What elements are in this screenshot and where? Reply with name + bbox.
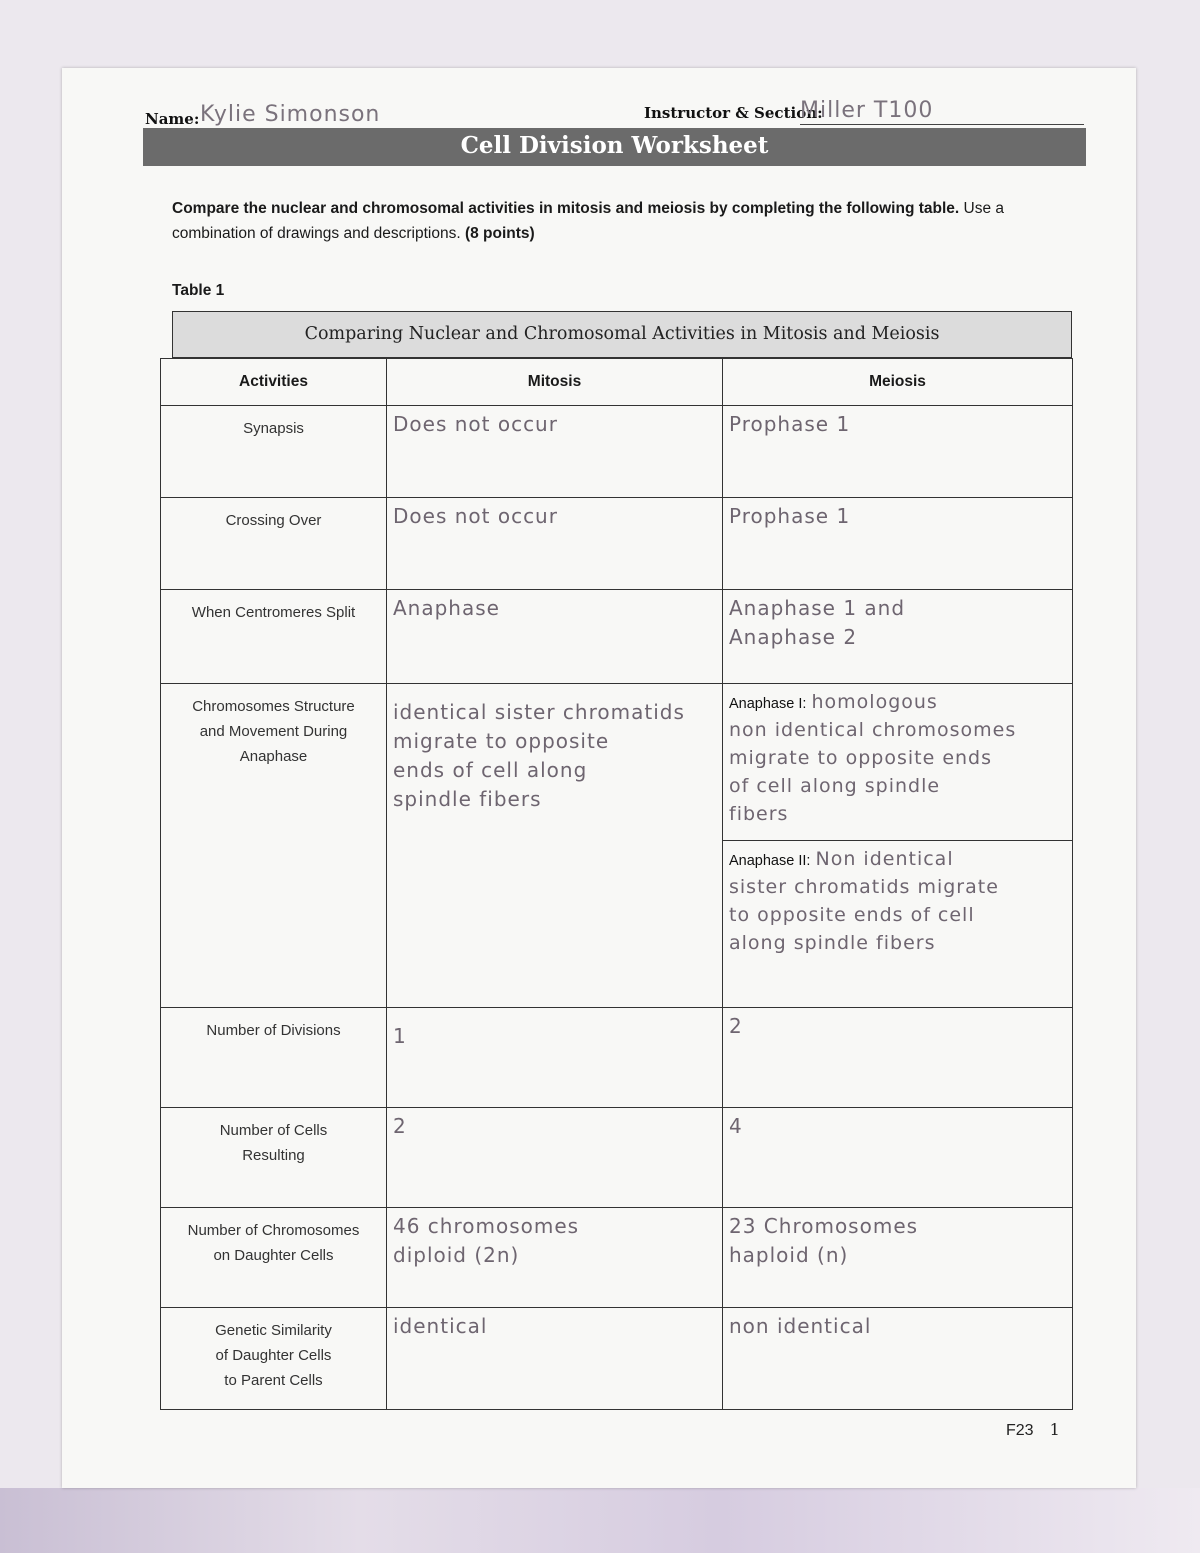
meiosis-cell[interactable] <box>723 1008 1073 1108</box>
anaphase-2-answer: Non identical sister chromatids migrate to opposite ends of cell along spindle fibers <box>729 848 999 954</box>
meiosis-cell[interactable] <box>723 590 1073 684</box>
table-row <box>161 1308 1073 1410</box>
page-number: 1 <box>1049 1420 1060 1439</box>
table-row <box>161 590 1073 684</box>
mitosis-cell[interactable] <box>387 1308 723 1410</box>
page-footer <box>1006 1420 1060 1440</box>
mitosis-cell[interactable] <box>387 1008 723 1108</box>
table-row <box>161 1008 1073 1108</box>
mitosis-answer: 1 <box>393 1024 407 1048</box>
mitosis-cell[interactable] <box>387 684 723 1008</box>
header-activities: Activities <box>161 359 387 406</box>
comparison-table <box>160 358 1073 1410</box>
anaphase-2-subcell[interactable] <box>723 840 1072 961</box>
activity-cell: When Centromeres Split <box>161 590 387 684</box>
activity-cell: Genetic Similarity of Daughter Cells to Parent Cells <box>161 1308 387 1410</box>
meiosis-cell[interactable] <box>723 1308 1073 1410</box>
mitosis-answer: identical sister chromatids migrate to opposite ends of cell along spindle fibers <box>393 700 685 811</box>
meiosis-cell[interactable] <box>723 1208 1073 1308</box>
mitosis-cell[interactable] <box>387 1108 723 1208</box>
table-header-row <box>161 359 1073 406</box>
mitosis-cell[interactable] <box>387 498 723 590</box>
header-meiosis: Meiosis <box>723 359 1073 406</box>
meiosis-answer: 2 <box>729 1014 743 1038</box>
mitosis-answer: identical <box>393 1314 488 1338</box>
mitosis-cell[interactable] <box>387 406 723 498</box>
mitosis-answer: Does not occur <box>393 504 558 528</box>
instructions <box>172 196 1032 246</box>
instructions-bold: Compare the nuclear and chromosomal activities in mitosis and meiosis by completing the following table. <box>172 200 960 217</box>
meiosis-answer: 4 <box>729 1114 743 1138</box>
meiosis-cell[interactable] <box>723 406 1073 498</box>
background-surface <box>0 1488 1200 1553</box>
activity-cell: Chromosomes Structure and Movement During Anaphase <box>161 684 387 1008</box>
meiosis-answer: Prophase 1 <box>729 504 851 528</box>
anaphase-1-answer: homologous non identical chromosomes migrate to opposite ends of cell along spindle fibers <box>729 691 1017 825</box>
mitosis-cell[interactable] <box>387 1208 723 1308</box>
table-label: Table 1 <box>172 282 225 299</box>
worksheet-title: Cell Division Worksheet <box>143 128 1086 166</box>
table-row <box>161 406 1073 498</box>
activity-cell: Number of Chromosomes on Daughter Cells <box>161 1208 387 1308</box>
anaphase-2-label: Anaphase II: <box>729 853 811 869</box>
table-row <box>161 684 1073 1008</box>
header-mitosis: Mitosis <box>387 359 723 406</box>
instructor-section-label: Instructor & Section: <box>644 104 823 122</box>
name-label: Name: <box>145 110 200 128</box>
table-caption: Comparing Nuclear and Chromosomal Activities in Mitosis and Meiosis <box>172 311 1072 358</box>
meiosis-answer: Anaphase 1 and Anaphase 2 <box>729 596 906 649</box>
anaphase-1-label: Anaphase I: <box>729 696 807 712</box>
meiosis-cell[interactable] <box>723 684 1073 1008</box>
instructions-normal: Use a combination of drawings and descriptions. <box>172 200 1005 242</box>
mitosis-answer: Does not occur <box>393 412 558 436</box>
table-row <box>161 498 1073 590</box>
activity-cell: Number of Cells Resulting <box>161 1108 387 1208</box>
name-field: Kylie Simonson <box>200 102 580 129</box>
anaphase-1-subcell[interactable] <box>723 684 1072 840</box>
mitosis-answer: 2 <box>393 1114 407 1138</box>
instructor-section-field: Miller T100 <box>800 98 1084 125</box>
table-row <box>161 1208 1073 1308</box>
activity-cell: Crossing Over <box>161 498 387 590</box>
activity-cell: Synapsis <box>161 406 387 498</box>
meiosis-answer: 23 Chromosomes haploid (n) <box>729 1214 919 1267</box>
activity-cell: Number of Divisions <box>161 1008 387 1108</box>
mitosis-answer: Anaphase <box>393 596 500 620</box>
meiosis-cell[interactable] <box>723 1108 1073 1208</box>
mitosis-cell[interactable] <box>387 590 723 684</box>
meiosis-answer: non identical <box>729 1314 872 1338</box>
form-code: F23 <box>1006 1422 1034 1439</box>
mitosis-answer: 46 chromosomes diploid (2n) <box>393 1214 580 1267</box>
meiosis-answer: Prophase 1 <box>729 412 851 436</box>
instructions-points: (8 points) <box>464 225 535 242</box>
meiosis-cell[interactable] <box>723 498 1073 590</box>
table-row <box>161 1108 1073 1208</box>
